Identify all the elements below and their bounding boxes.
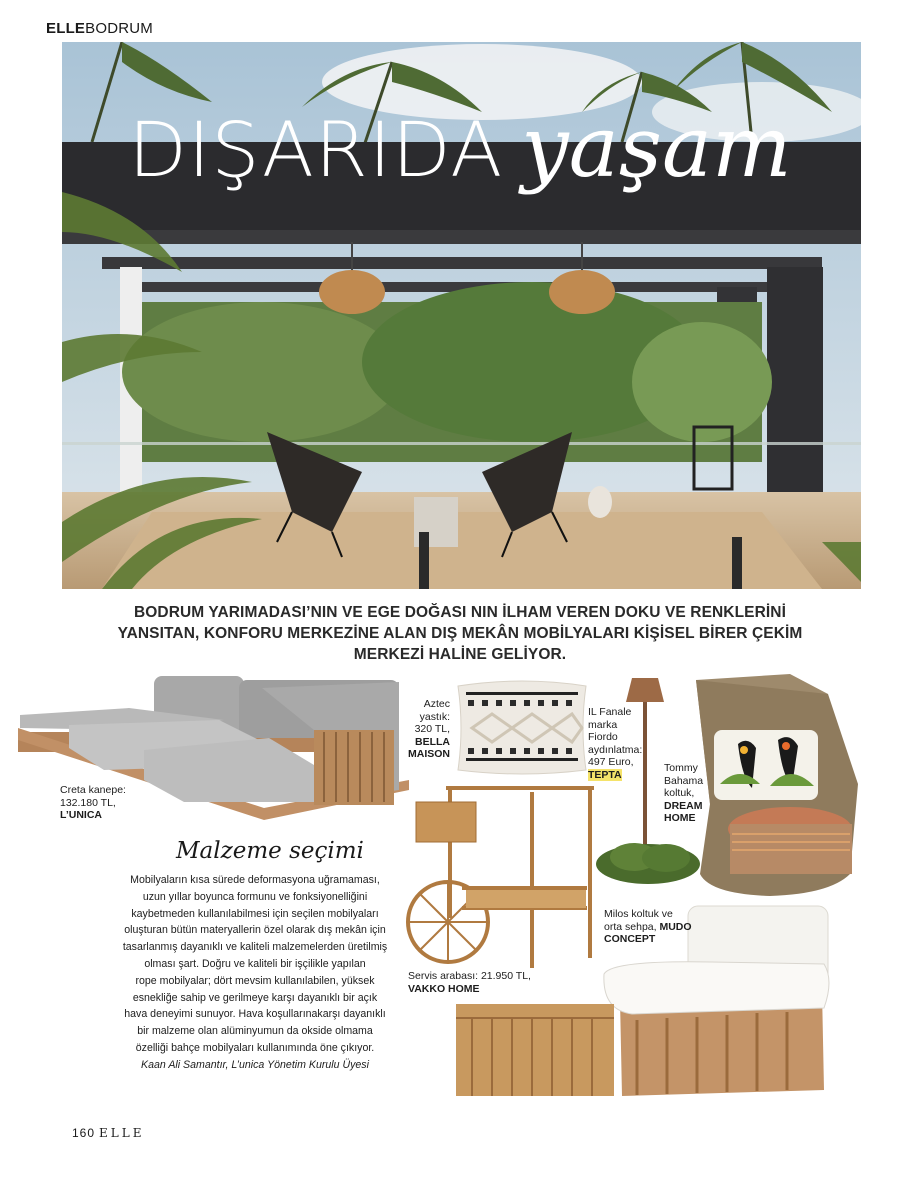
caption-milos-brand1: MUDO [659, 920, 692, 933]
article-body [102, 872, 408, 1074]
caption-fanale-line4: aydınlatma: [588, 743, 643, 756]
caption-milos-line1: Milos koltuk ve [604, 908, 673, 920]
caption-milos-line2: orta sehpa, [604, 920, 657, 933]
caption-creta-line1: Creta kanepe: [60, 784, 126, 796]
caption-creta-line2: 132.180 TL, [60, 796, 116, 809]
article-line: olması şart. Doğru ve kaliteli bir işçilikle yapılan [144, 957, 366, 970]
caption-aztec-brand1: BELLA [415, 735, 450, 748]
caption-creta [60, 784, 126, 822]
article-title: Malzeme seçimi [176, 838, 364, 864]
caption-milos [604, 908, 692, 946]
article-line: Mobilyaların kısa sürede deformasyona uğramaması, [130, 874, 380, 886]
caption-fanale-brand: TEPTA [588, 768, 622, 781]
caption-tommy-brand2: HOME [664, 812, 696, 824]
caption-aztec-line1: Aztec [423, 698, 450, 710]
caption-tommy-line1: Tommy [664, 762, 698, 774]
caption-aztec-line3: 320 TL, [414, 723, 450, 735]
article-byline: Kaan Ali Samantır, L’unica Yönetim Kurulu Üyesi [141, 1058, 369, 1071]
caption-servis-line1: Servis arabası: 21.950 TL, [408, 970, 531, 982]
hero-title [80, 98, 840, 196]
article-line: hava deneyimi sunuyor. Hava koşullarınakarşı dayanıklı [124, 1008, 386, 1021]
caption-aztec [396, 698, 450, 761]
folio [72, 1126, 145, 1140]
article-line: oluşturan bütün materyallerin özel olarak dış mekân için [124, 924, 386, 937]
article-line: kaybetmeden kullanılabilmesi için seçilen mobilyaları [131, 907, 379, 920]
caption-fanale-line3: Fiordo [588, 731, 618, 743]
pillow-image [452, 678, 592, 778]
article-line: özelliği bahçe mobilyaları kullanımında öne çıkıyor. [135, 1041, 375, 1054]
caption-fanale [588, 706, 642, 781]
caption-milos-brand2: CONCEPT [604, 933, 656, 945]
caption-servis [408, 970, 531, 995]
armchair-image [690, 674, 865, 904]
hero-title-main: DIŞARIDA [128, 105, 504, 194]
caption-tommy-line3: koltuk, [664, 787, 695, 799]
caption-tommy-brand1: DREAM [664, 799, 703, 812]
page-number: 160 [72, 1126, 96, 1140]
section-name: BODRUM [85, 20, 154, 37]
caption-aztec-brand2: MAISON [408, 748, 450, 760]
section-tag [46, 20, 153, 37]
article-line: bir malzeme olan alüminyumun da okside olmama [137, 1025, 373, 1038]
hero-title-script: yaşam [521, 98, 792, 196]
caption-fanale-line5: 497 Euro, [588, 756, 634, 768]
deck-text: BODRUM YARIMADASI’NIN VE EGE DOĞASI NIN İLHAM VEREN DOKU VE RENKLERİNİ YANSITAN, KONFORU MERKEZİNE ALAN DIŞ MEKÂN MOBİLYALARI KİŞİSEL BİRER ÇEKİM MERKEZİ HALİNE GELİYOR. [117, 604, 803, 663]
article-line: esnekliğe sahip ve gerilmeye karşı dayanıklı bir açık [132, 991, 378, 1004]
section-brand: ELLE [46, 20, 86, 37]
caption-tommy [664, 762, 703, 825]
article-line: rope mobilyalar; dört mevsim kullanılabilen, yüksek [135, 974, 375, 987]
caption-tommy-line2: Bahama [664, 774, 704, 787]
caption-servis-brand: VAKKO HOME [408, 982, 480, 995]
caption-aztec-line2: yastık: [419, 710, 450, 723]
caption-creta-brand: L’UNICA [60, 809, 102, 821]
folio-magazine: ELLE [99, 1126, 145, 1140]
caption-fanale-line1: IL Fanale [588, 706, 632, 718]
caption-fanale-line2: marka [588, 718, 618, 731]
article-line: uzun yıllar boyunca formunu ve fonksiyonelliğini [142, 890, 368, 903]
article-line: tasarlanmış dayanıklı ve kaliteli malzemelerden üretilmiş [122, 941, 388, 954]
